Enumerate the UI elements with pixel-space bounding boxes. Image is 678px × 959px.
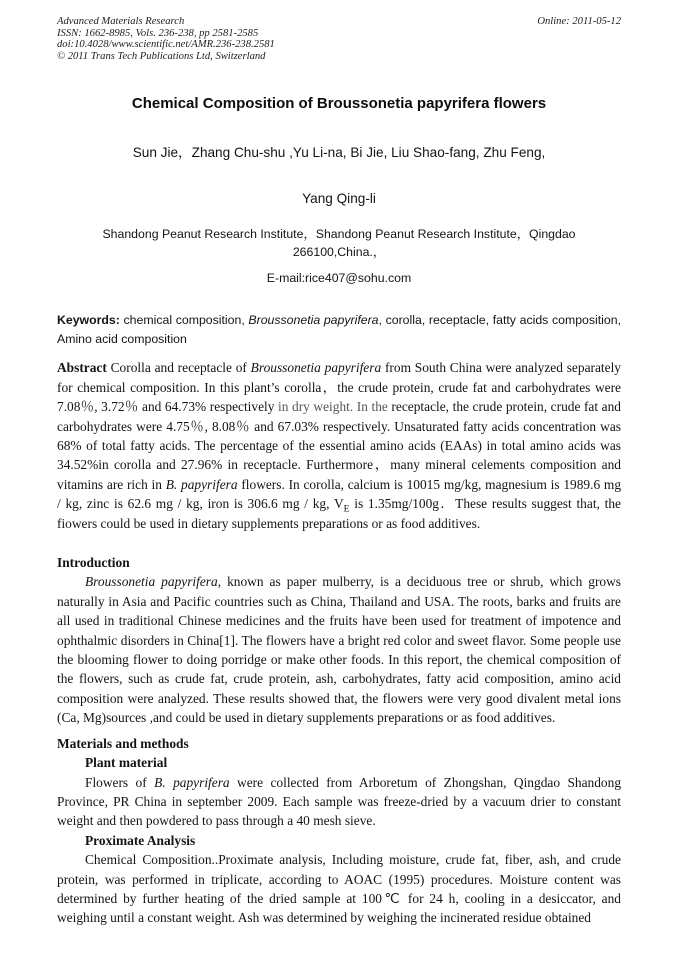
section-heading-introduction: Introduction — [57, 555, 130, 571]
page-header — [57, 16, 621, 62]
abstract-paragraph: Abstract Corolla and receptacle of Broussonetia papyrifera from South China were analyzed separately for chemical composition. In this plant’s corolla，the crude protein, crude fat and carbohydrates were 7.08％, 3.72％ and 64.73% respectively in dry weight. In the receptacle, the crude protein, crude fat and carbohydrates were 4.75％, 8.08％ and 67.03% respectively. Unsaturated fatty acids concentration was 68% of total fatty acids. The percentage of the essential amino acids (EAAs) in total amino acids was 34.52%in corolla and 27.96% in receptacle. Furthermore，many mineral celements composition and vitamins are rich in B. papyrifera flowers. In corolla, calcium is 10015 mg/kg, magnesium is 1989.6 mg / kg, zinc is 62.6 mg / kg, iron is 306.6 mg / kg, $V_E$ is 1.35mg/100g．These results suggest that, the fiowers could be used in dietary supplements preparations or as food additives. — [57, 360, 622, 531]
affiliation-line-1: Shandong Peanut Research Institute，Shandong Peanut Research Institute，Qingdao — [102, 227, 576, 242]
journal-info-block — [57, 16, 275, 62]
doi-line: doi:10.4028/www.scientific.net/AMR.236-238.2581 — [57, 39, 275, 51]
affiliation-line-2: 266100,China.， — [292, 245, 386, 260]
authors-line-1: Sun Jie，Zhang Chu-shu ,Yu Li-na, Bi Jie, Liu Shao-fang, Zhu Feng, — [132, 145, 546, 161]
journal-name: Advanced Materials Research — [57, 16, 185, 27]
paper-title: Chemical Composition of Broussonetia papyrifera flowers — [131, 95, 547, 113]
plant-material-paragraph: Flowers of B. papyrifera were collected from Arboretum of Zhongshan, Qingdao Shandong Province, PR China in september 2009. Each sample was freeze-dried by a vacuum drier to constant weight and then powdered to pass through a 40 mesh sieve. — [57, 774, 622, 829]
subsection-heading-plant-material: Plant material — [85, 755, 168, 771]
introduction-paragraph: Broussonetia papyrifera, known as paper mulberry, is a deciduous tree or shrub, which grows naturally in Asia and Pacific countries such as China, Thailand and USA. The roots, barks and fruits are all used in traditional Chinese medicines and the fruits have been used for treatment of impotence and ophthalmic disorders in China[1]. The flowers have a bright red color and sweet flavor. Some people use the blooming flower to doing porridge or make other foods. In this report, the chemical composition of the flowers, such as crude fat, crude protein, ash, carbohydrates, fatty acid composition, amino acid composition were analyzed. These results showed that, the flowers were very good divalent metal ions (Ca, Mg)sources ,and could be used in dietary supplements preparations or as food additives. — [57, 574, 621, 726]
email-line: E-mail:rice407@sohu.com — [266, 271, 412, 286]
issn-line: ISSN: 1662-8985, Vols. 236-238, pp 2581-2585 — [57, 27, 259, 39]
section-heading-materials-and-methods: Materials and methods — [57, 735, 189, 751]
proximate-analysis-paragraph: Chemical Composition..Proximate analysis, Including moisture, crude fat, fiber, ash, and crude protein, was performed in triplicate, according to AOAC (1995) procedures. Moisture content was determined by further heating of the dried sample at 100℃ for 24 h, cooling in a desiccator, and weighing until a constant weight. Ash was determined by weighing the incinerated residue obtained — [57, 852, 621, 926]
subsection-heading-proximate-analysis: Proximate Analysis — [85, 832, 196, 848]
authors-line-2: Yang Qing-li — [302, 191, 376, 207]
keywords-paragraph: Keywords: chemical composition, Broussonetia papyrifera, corolla, receptacle, fatty acids composition, Amino acid composition — [57, 313, 621, 347]
copyright-line: © 2011 Trans Tech Publications Ltd, Switzerland — [57, 50, 266, 62]
online-date: Online: 2011-05-12 — [537, 16, 621, 27]
affiliation — [57, 225, 621, 261]
